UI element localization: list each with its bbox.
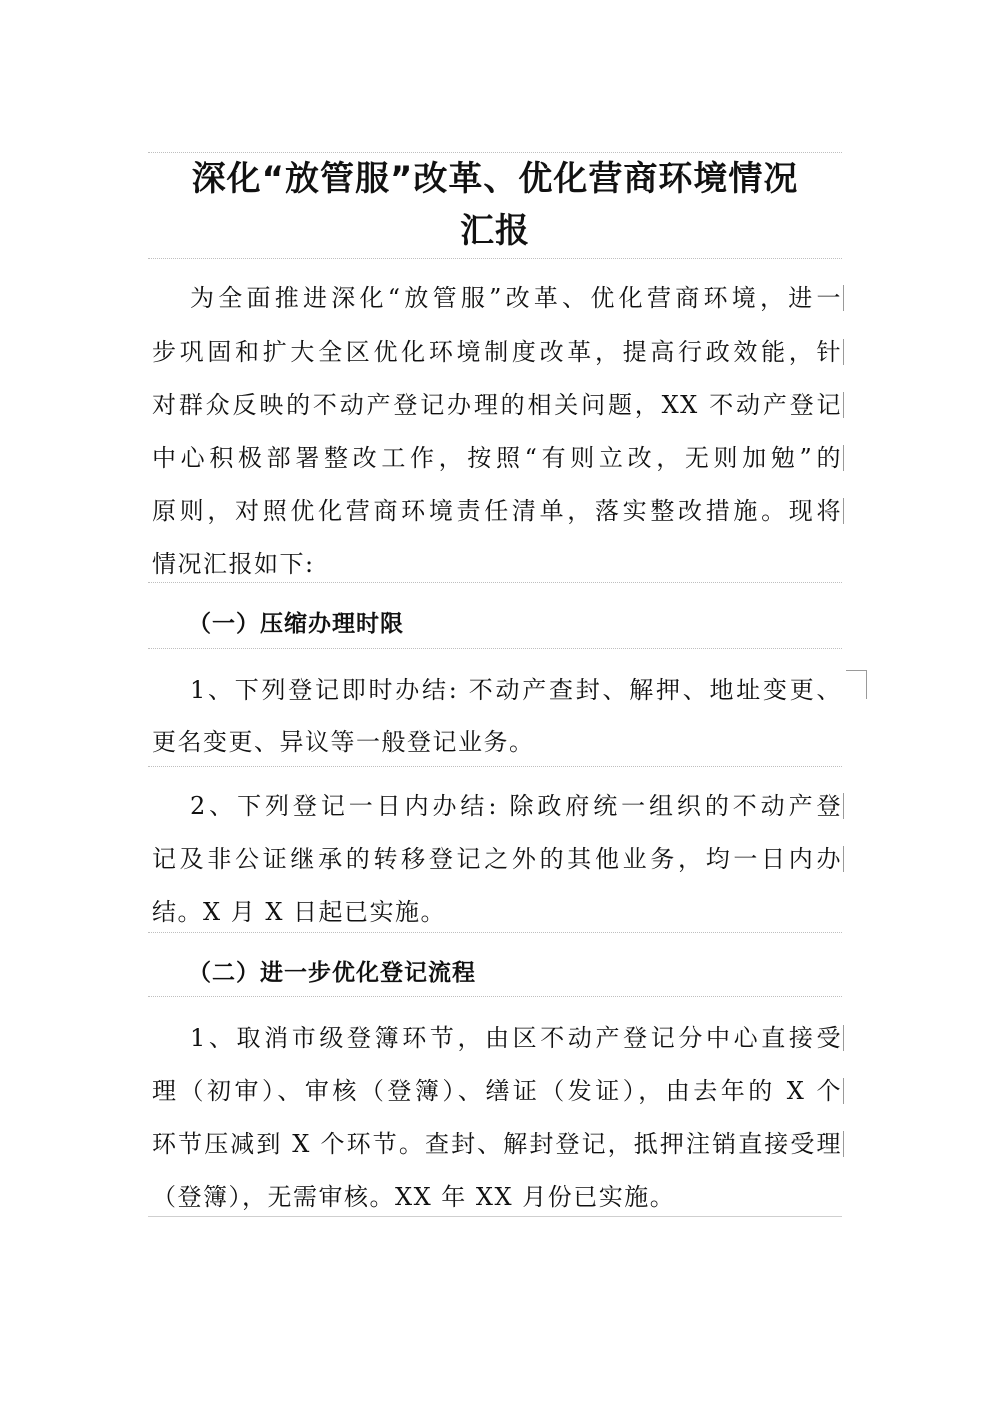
section-heading: （二）进一步优化登记流程: [188, 960, 476, 986]
intro-line: 步巩固和扩大全区优化环境制度改革，提高行政效能，针: [152, 338, 842, 366]
intro-line: 原则，对照优化营商环境责任清单，落实整改措施。现将: [152, 497, 842, 525]
intro-line: 情况汇报如下:: [152, 550, 315, 578]
list-item-line: 2、下列登记一日内办结: 除政府统一组织的不动产登: [190, 792, 842, 820]
document-title-line2: 汇报: [460, 211, 530, 251]
paragraph-rule: [148, 932, 842, 933]
line-end-marker: [843, 846, 844, 872]
paragraph-rule: [148, 648, 842, 649]
overflow-marker: [846, 670, 867, 699]
line-end-marker: [843, 339, 844, 365]
paragraph-rule: [148, 766, 842, 767]
list-item-line: 1、取消市级登簿环节，由区不动产登记分中心直接受: [190, 1024, 842, 1052]
line-end-marker: [843, 445, 844, 471]
line-end-marker: [843, 1078, 844, 1104]
list-item-line: 结。X 月 X 日起已实施。: [152, 898, 447, 926]
list-item-line: 理（初审）、审核（登簿）、缮证（发证），由去年的 X 个: [152, 1077, 842, 1105]
line-end-marker: [843, 498, 844, 524]
list-item-line: 记及非公证继承的转移登记之外的其他业务，均一日内办: [152, 845, 842, 873]
paragraph-rule: [148, 996, 842, 997]
line-end-marker: [843, 1131, 844, 1157]
line-end-marker: [843, 1025, 844, 1051]
title-bottom-rule: [148, 258, 842, 259]
list-item-line: 环节压减到 X 个环节。查封、解封登记，抵押注销直接受理: [152, 1130, 842, 1158]
intro-line: 为全面推进深化“放管服”改革、优化营商环境，进一: [190, 284, 842, 312]
line-end-marker: [843, 285, 844, 311]
line-end-marker: [843, 392, 844, 418]
list-item-line: （登簿），无需审核。XX 年 XX 月份已实施。: [152, 1183, 676, 1211]
intro-line: 中心积极部署整改工作，按照“有则立改，无则加勉”的: [152, 444, 842, 472]
paragraph-rule: [148, 582, 842, 583]
document-title-line1: 深化“放管服”改革、优化营商环境情况: [191, 159, 799, 199]
intro-line: 对群众反映的不动产登记办理的相关问题，XX 不动产登记: [152, 391, 842, 419]
list-item-line: 更名变更、异议等一般登记业务。: [152, 728, 535, 756]
page-end-rule: [148, 1216, 842, 1217]
line-end-marker: [843, 793, 844, 819]
list-item-line: 1、下列登记即时办结: 不动产查封、解押、地址变更、: [190, 676, 842, 704]
section-heading: （一）压缩办理时限: [188, 611, 404, 637]
